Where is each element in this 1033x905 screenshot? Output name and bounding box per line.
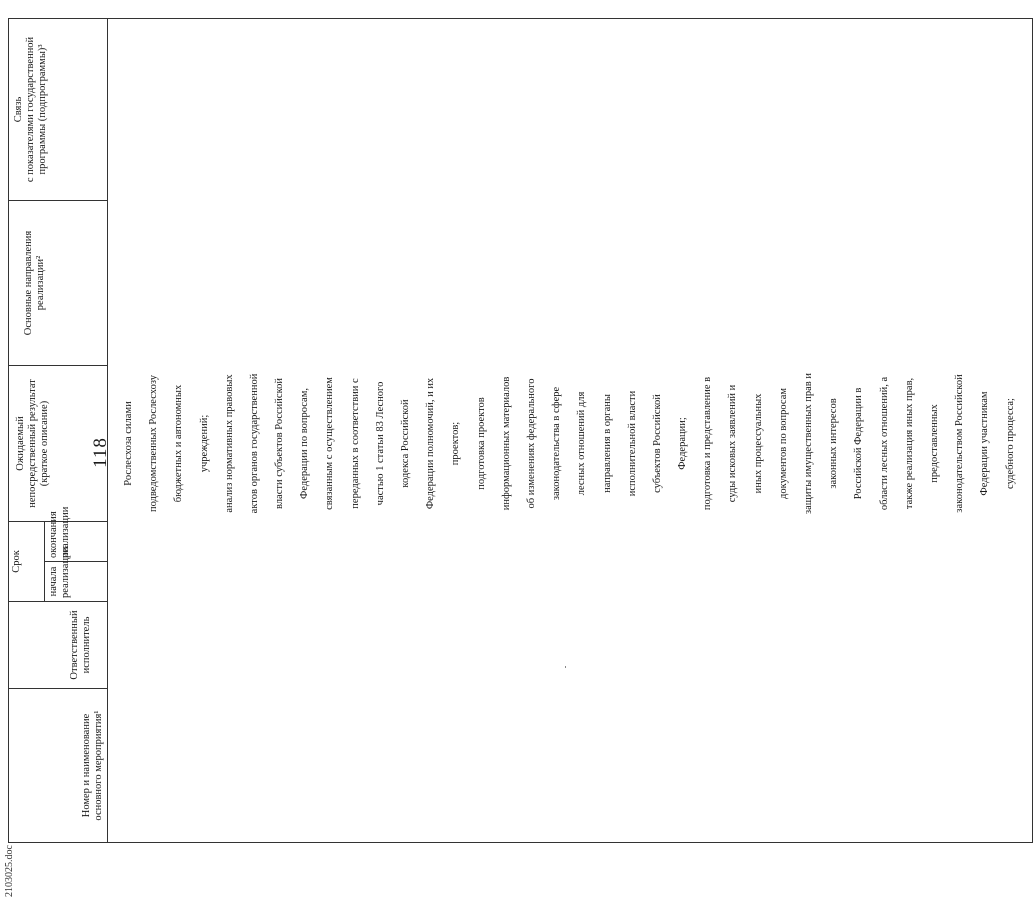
header-term-start: начала реализации: [44, 562, 107, 602]
result-line: исполнительной власти: [626, 390, 638, 497]
cell-responsible: [108, 602, 1032, 689]
header-link-indicators: Связь с показателями государственной программы (подпрограммы)³: [9, 18, 108, 200]
result-line: актов органов государственной: [248, 373, 260, 514]
result-line: законодательством Российской: [954, 374, 966, 513]
result-line: анализ нормативных правовых: [223, 374, 235, 513]
result-line: направления в органы: [601, 394, 613, 493]
header-row-1: [9, 18, 45, 842]
header-main-directions: Основные направления реализации²: [9, 200, 108, 365]
result-line: Федерации участникам: [979, 391, 991, 496]
result-line: Федерации по вопросам,: [299, 388, 311, 499]
result-line: Российской Федерации в: [853, 387, 865, 500]
header-expected-result: Ожидаемый непосредственный результат (краткое описание): [9, 365, 108, 521]
result-line: предоставленных: [928, 404, 940, 483]
cell-main-directions: [108, 200, 1032, 365]
result-line: документов по вопросам: [777, 388, 789, 499]
cell-number-and-name: [108, 689, 1032, 843]
header-term-end: окончания реализации: [44, 521, 107, 561]
result-line: учреждений;: [198, 414, 210, 473]
result-line: законных интересов: [828, 398, 840, 489]
page-number: 118: [90, 437, 111, 468]
result-line: Рослесхоза силами: [122, 401, 134, 486]
result-line: суды исковых заявлений и: [727, 384, 739, 503]
measures-table: [8, 18, 1033, 843]
result-line: иных процессуальных: [752, 393, 764, 494]
table-row: [108, 18, 1032, 842]
header-term: Срок: [9, 521, 45, 601]
result-line: бюджетных и автономных: [173, 384, 185, 503]
result-line: законодательства в сфере: [551, 386, 563, 501]
result-line: также реализация иных прав,: [903, 377, 915, 510]
result-line: кодекса Российской: [400, 399, 411, 488]
result-line: судебного процесса;: [1004, 398, 1016, 489]
result-line: Федерации;: [677, 417, 689, 470]
result-line: переданных в соответствии с: [349, 378, 361, 509]
result-line: области лесных отношений, а: [878, 376, 890, 511]
file-reference: 2103025.doc: [4, 845, 15, 897]
result-line: лесных отношений для: [576, 391, 588, 496]
result-line: подготовка проектов: [475, 397, 487, 490]
result-line: об изменениях федерального: [525, 378, 537, 509]
cell-term-end: [108, 521, 1032, 561]
cell-term-start: [108, 562, 1032, 602]
result-line: подготовка и представление в: [702, 376, 714, 511]
header-responsible: Ответственный исполнитель: [9, 602, 108, 689]
result-line: Федерации полномочий, и их: [425, 377, 437, 510]
cell-link-indicators: [108, 18, 1032, 200]
result-line: проектов;: [450, 421, 462, 466]
result-line: частью 1 статьи 83 Лесного: [374, 381, 386, 506]
result-line: информационных материалов: [500, 376, 512, 511]
header-number-and-name: Номер и наименование основного мероприятия¹: [9, 689, 108, 843]
result-line: защиты имущественных прав и: [803, 372, 814, 514]
result-line: подведомственных Рослесхозу: [148, 374, 160, 513]
result-line: власти субъектов Российской: [274, 377, 286, 509]
result-line: связанным с осуществлением: [324, 377, 336, 510]
result-line: субъектов Российской: [651, 394, 663, 493]
cell-expected-result: [108, 365, 1032, 521]
